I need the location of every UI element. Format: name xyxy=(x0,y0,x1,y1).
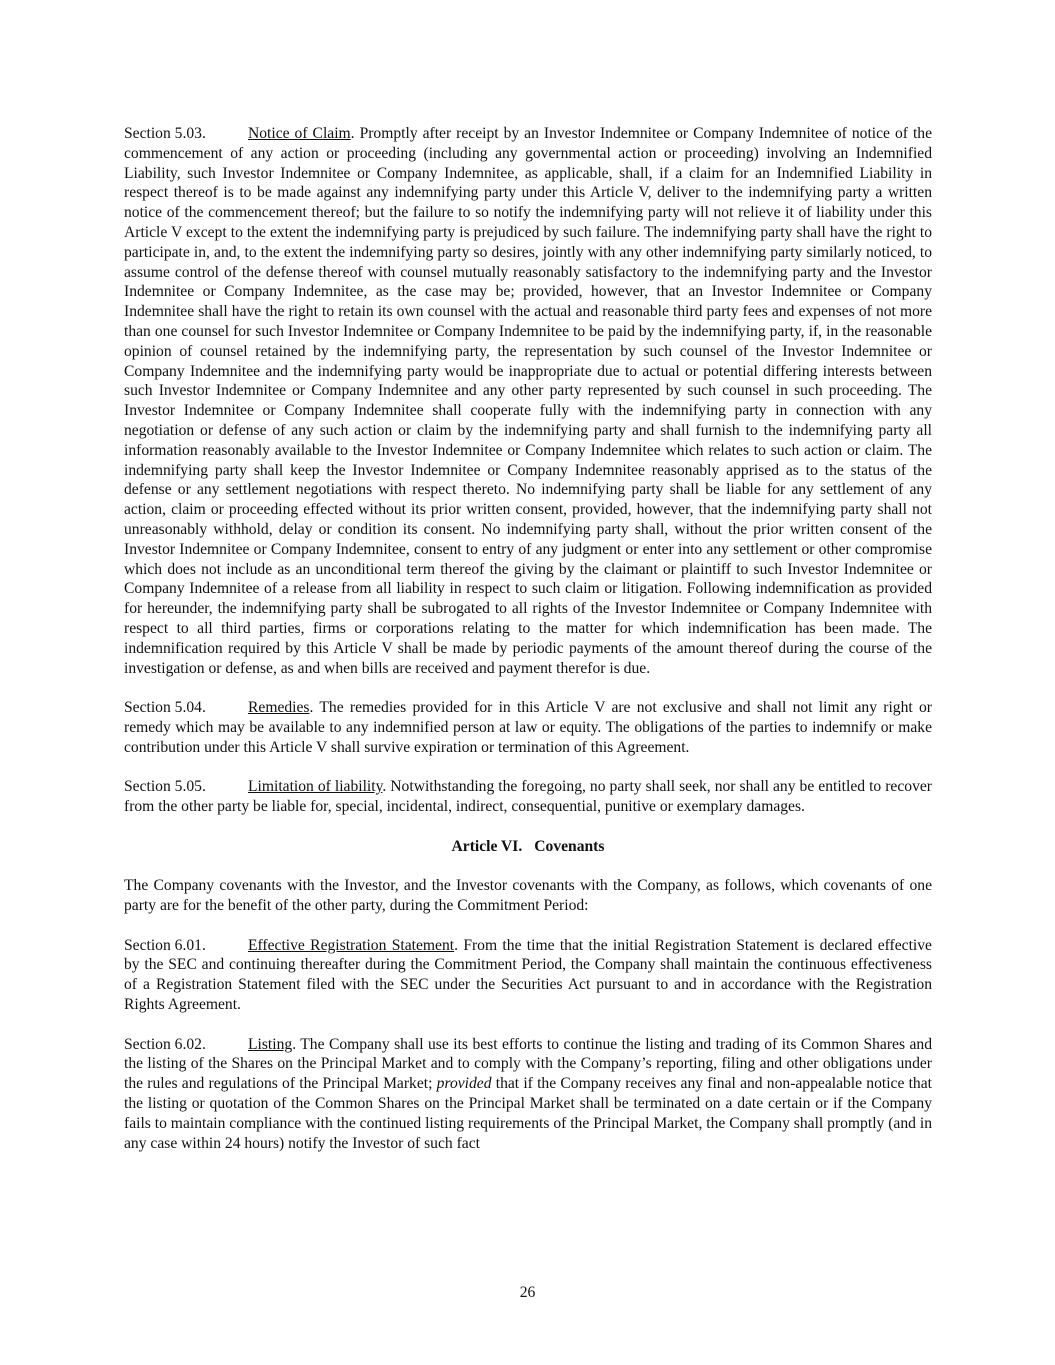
section-6-02 xyxy=(124,1035,932,1154)
section-number: Section 5.05. xyxy=(124,778,206,796)
article-label: Article VI. xyxy=(451,837,523,855)
section-number: Section 6.01. xyxy=(124,936,206,954)
section-title: Limitation of liability xyxy=(248,778,383,796)
section-body-italic: provided xyxy=(436,1075,492,1093)
section-number: Section 5.03. xyxy=(124,125,206,142)
section-title: Listing xyxy=(248,1035,293,1053)
section-5-03 xyxy=(124,124,932,678)
section-5-04 xyxy=(124,698,932,757)
article-title: Covenants xyxy=(534,837,605,855)
section-body: . Promptly after receipt by an Investor Indemnitee or Company Indemnitee of notice of the commencement of any action or proceeding (including any governmental action or proceeding) involving an Indemnified Liability, such Investor Indemnitee or Company Indemnitee, as applicable, shall, if a claim for an Indemnified Liability in respect thereof is to be made against any indemnifying party under this Article V, deliver to the indemnifying party a written notice of the commencement thereof; but the failure to so notify the indemnifying party will not relieve it of liability under this Article V except to the extent the indemnifying party is prejudiced by such failure. The indemnifying party shall have the right to participate in, and, to the extent the indemnifying party so desires, jointly with any other indemnifying party similarly noticed, to assume control of the defense thereof with counsel mutually reasonably satisfactory to the indemnifying party and the Investor Indemnitee or Company Indemnitee, as the case may be; provided, however, that an Investor Indemnitee or Company Indemnitee shall have the right to retain its own counsel with the actual and reasonable third party fees and expenses of not more than one counsel for such Investor Indemnitee or Company Indemnitee to be paid by the indemnifying party, if, in the reasonable opinion of counsel retained by the indemnifying party, the representation by such counsel of the Investor Indemnitee or Company Indemnitee and the indemnifying party would be inappropriate due to actual or potential differing interests between such Investor Indemnitee or Company Indemnitee and any other party represented by such counsel in such proceeding. The Investor Indemnitee or Company Indemnitee shall cooperate fully with the indemnifying party in connection with any negotiation or defense of any such action or claim by the indemnifying party and shall furnish to the indemnifying party all information reasonably available to the Investor Indemnitee or Company Indemnitee which relates to such action or claim. The indemnifying party shall keep the Investor Indemnitee or Company Indemnitee reasonably apprised as to the status of the defense or any settlement negotiations with respect thereto. No indemnifying party shall be liable for any settlement of any action, claim or proceeding effected without its prior written consent, provided, however, that the indemnifying party shall not unreasonably withhold, delay or condition its consent. No indemnifying party shall, without the prior written consent of the Investor Indemnitee or Company Indemnitee, consent to entry of any judgment or enter into any settlement or other compromise which does not include as an unconditional term thereof the giving by the claimant or plaintiff to such Investor Indemnitee or Company Indemnitee of a release from all liability in respect to such claim or litigation. Following indemnification as provided for hereunder, the indemnifying party shall be subrogated to all rights of the Investor Indemnitee or Company Indemnitee with respect to all third parties, firms or corporations relating to the matter for which indemnification has been made. The indemnification required by this Article V shall be made by periodic payments of the amount thereof during the course of the investigation or defense, as and when bills are received and payment therefor is due. xyxy=(124,125,932,677)
section-number: Section 5.04. xyxy=(124,699,206,717)
section-title: Effective Registration Statement xyxy=(248,936,455,954)
section-title: Remedies xyxy=(248,699,310,717)
section-body: . Notwithstanding the foregoing, no party shall seek, nor shall any be entitled to recover from the other party be liable for, special, incidental, indirect, consequential, punitive or exemplary damages. xyxy=(124,778,932,816)
section-number: Section 6.02. xyxy=(124,1035,206,1053)
section-body: . The remedies provided for in this Article V are not exclusive and shall not limit any right or remedy which may be available to any indemnified person at law or equity. The obligations of the parties to indemnify or make contribution under this Article V shall survive expiration or termination of this Agreement. xyxy=(124,699,932,756)
section-body: . From the time that the initial Registration Statement is declared effective by the SEC and continuing thereafter during the Commitment Period, the Company shall maintain the continuous effectiveness of a Registration Statement filed with the SEC under the Securities Act pursuant to and in accordance with the Registration Rights Agreement. xyxy=(124,936,932,1014)
article-heading xyxy=(124,837,932,857)
section-6-01 xyxy=(124,936,932,1015)
section-5-05 xyxy=(124,777,932,817)
section-body: . The Company shall use its best efforts to continue the listing and trading of its Common Shares and the listing of the Shares on the Principal Market and to comply with the Company’s reporting, filing and other obligations under the rules and regulations of the Principal Market; xyxy=(124,1035,932,1093)
article-intro: The Company covenants with the Investor, and the Investor covenants with the Company, as follows, which covenants of one party are for the benefit of the other party, during the Commitment Period: xyxy=(124,877,932,915)
section-body-continued: that if the Company receives any final and non-appealable notice that the listing or quotation of the Common Shares on the Principal Market shall be terminated on a date certain or if the Company fails to maintain compliance with the continued listing requirements of the Principal Market, the Company shall promptly (and in any case within 24 hours) notify the Investor of such fact xyxy=(124,1075,932,1152)
document-page xyxy=(124,124,932,1173)
page-number: 26 xyxy=(519,1284,536,1301)
section-title: Notice of Claim xyxy=(248,125,351,142)
